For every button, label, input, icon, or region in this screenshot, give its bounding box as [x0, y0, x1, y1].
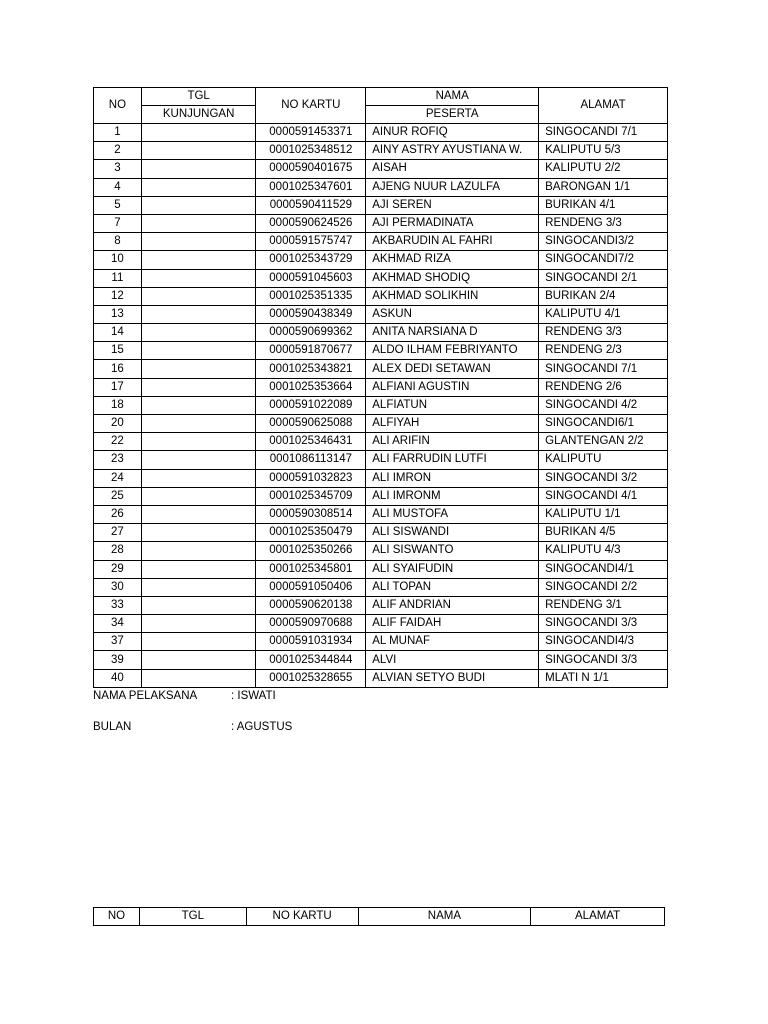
table-row: [94, 178, 668, 196]
row-no: 17: [94, 378, 142, 396]
row-no-kartu: 0001025345709: [256, 487, 366, 505]
row-no: 26: [94, 505, 142, 523]
table-row: [94, 324, 668, 342]
bottom-header-no-kartu: NO KARTU: [246, 908, 358, 926]
row-no-kartu: 0000591022089: [256, 396, 366, 414]
row-no-kartu: 0000591050406: [256, 578, 366, 596]
row-tgl-kunjungan: [141, 178, 256, 196]
row-nama-peserta: ALI SISWANTO: [366, 542, 539, 560]
row-no-kartu: 0001025348512: [256, 142, 366, 160]
row-nama-peserta: ASKUN: [366, 305, 539, 323]
row-tgl-kunjungan: [141, 251, 256, 269]
row-no: 1: [94, 124, 142, 142]
row-nama-peserta: ALI SISWANDI: [366, 524, 539, 542]
row-alamat: SINGOCANDI 3/2: [539, 469, 668, 487]
row-alamat: SINGOCANDI4/1: [539, 560, 668, 578]
row-no-kartu: 0000590308514: [256, 505, 366, 523]
row-alamat: RENDENG 2/3: [539, 342, 668, 360]
table-row: [94, 505, 668, 523]
row-tgl-kunjungan: [141, 305, 256, 323]
table-row: [94, 560, 668, 578]
row-alamat: RENDENG 3/3: [539, 214, 668, 232]
row-tgl-kunjungan: [141, 451, 256, 469]
row-no-kartu: 0000590970688: [256, 615, 366, 633]
row-no: 11: [94, 269, 142, 287]
row-alamat: SINGOCANDI 2/2: [539, 578, 668, 596]
table-row: [94, 378, 668, 396]
table-row: [94, 451, 668, 469]
row-tgl-kunjungan: [141, 505, 256, 523]
row-no: 24: [94, 469, 142, 487]
row-no: 22: [94, 433, 142, 451]
row-no-kartu: 0000590620138: [256, 596, 366, 614]
row-no-kartu: 0001025346431: [256, 433, 366, 451]
row-alamat: SINGOCANDI3/2: [539, 233, 668, 251]
row-nama-peserta: ALI IMRON: [366, 469, 539, 487]
row-alamat: SINGOCANDI 3/3: [539, 615, 668, 633]
table-row: [94, 542, 668, 560]
table-row: [94, 214, 668, 232]
row-nama-peserta: AKHMAD SOLIKHIN: [366, 287, 539, 305]
row-no: 12: [94, 287, 142, 305]
row-tgl-kunjungan: [141, 415, 256, 433]
row-nama-peserta: ALI SYAIFUDIN: [366, 560, 539, 578]
bottom-header-no: NO: [94, 908, 140, 926]
row-no-kartu: 0000590401675: [256, 160, 366, 178]
row-no-kartu: 0001025344844: [256, 651, 366, 669]
row-alamat: KALIPUTU: [539, 451, 668, 469]
row-no-kartu: 0001025350479: [256, 524, 366, 542]
table-row: [94, 487, 668, 505]
row-nama-peserta: ALIF FAIDAH: [366, 615, 539, 633]
row-no-kartu: 0000591870677: [256, 342, 366, 360]
row-alamat: RENDENG 3/3: [539, 324, 668, 342]
row-nama-peserta: ALVI: [366, 651, 539, 669]
row-alamat: SINGOCANDI 3/3: [539, 651, 668, 669]
row-tgl-kunjungan: [141, 524, 256, 542]
header-no: NO: [94, 88, 142, 124]
row-alamat: KALIPUTU 5/3: [539, 142, 668, 160]
row-tgl-kunjungan: [141, 633, 256, 651]
table-row: [94, 396, 668, 414]
table-row: [94, 287, 668, 305]
row-no: 25: [94, 487, 142, 505]
row-no: 29: [94, 560, 142, 578]
row-tgl-kunjungan: [141, 160, 256, 178]
row-nama-peserta: ANITA NARSIANA D: [366, 324, 539, 342]
row-no: 28: [94, 542, 142, 560]
row-alamat: RENDENG 3/1: [539, 596, 668, 614]
row-no: 20: [94, 415, 142, 433]
table-row: [94, 196, 668, 214]
row-alamat: SINGOCANDI 2/1: [539, 269, 668, 287]
row-nama-peserta: AINUR ROFIQ: [366, 124, 539, 142]
row-nama-peserta: ALVIAN SETYO BUDI: [366, 669, 539, 687]
row-no: 4: [94, 178, 142, 196]
row-tgl-kunjungan: [141, 196, 256, 214]
row-no: 23: [94, 451, 142, 469]
row-no: 7: [94, 214, 142, 232]
header-no-kartu: NO KARTU: [256, 88, 366, 124]
row-tgl-kunjungan: [141, 669, 256, 687]
row-no: 34: [94, 615, 142, 633]
pelaksana-value: : ISWATI: [231, 690, 276, 702]
table-row: [94, 596, 668, 614]
row-no-kartu: 0001025328655: [256, 669, 366, 687]
row-no-kartu: 0000590624526: [256, 214, 366, 232]
table-row: [94, 633, 668, 651]
row-no: 14: [94, 324, 142, 342]
row-nama-peserta: ALFIYAH: [366, 415, 539, 433]
row-nama-peserta: ALEX DEDI SETAWAN: [366, 360, 539, 378]
row-tgl-kunjungan: [141, 596, 256, 614]
table-row: [94, 269, 668, 287]
row-tgl-kunjungan: [141, 142, 256, 160]
table-row: [94, 415, 668, 433]
row-nama-peserta: AISAH: [366, 160, 539, 178]
row-alamat: KALIPUTU 1/1: [539, 505, 668, 523]
row-no: 27: [94, 524, 142, 542]
header-tgl: TGL: [141, 88, 256, 106]
row-nama-peserta: ALI IMRONM: [366, 487, 539, 505]
bottom-header-alamat: ALAMAT: [531, 908, 665, 926]
row-no-kartu: 0000591453371: [256, 124, 366, 142]
row-alamat: KALIPUTU 4/1: [539, 305, 668, 323]
row-alamat: KALIPUTU 2/2: [539, 160, 668, 178]
header-kunjungan: KUNJUNGAN: [141, 106, 256, 124]
row-tgl-kunjungan: [141, 233, 256, 251]
row-alamat: BURIKAN 4/1: [539, 196, 668, 214]
row-tgl-kunjungan: [141, 360, 256, 378]
row-no-kartu: 0001025343729: [256, 251, 366, 269]
row-no: 5: [94, 196, 142, 214]
row-alamat: MLATI N 1/1: [539, 669, 668, 687]
table-row: [94, 360, 668, 378]
row-nama-peserta: ALDO ILHAM FEBRIYANTO: [366, 342, 539, 360]
row-tgl-kunjungan: [141, 578, 256, 596]
row-nama-peserta: ALFIATUN: [366, 396, 539, 414]
header-peserta: PESERTA: [366, 106, 539, 124]
row-alamat: GLANTENGAN 2/2: [539, 433, 668, 451]
row-no-kartu: 0001025343821: [256, 360, 366, 378]
bottom-header-nama: NAMA: [358, 908, 531, 926]
row-nama-peserta: AINY ASTRY AYUSTIANA W.: [366, 142, 539, 160]
row-nama-peserta: ALFIANI AGUSTIN: [366, 378, 539, 396]
row-no-kartu: 0001086113147: [256, 451, 366, 469]
row-no: 2: [94, 142, 142, 160]
row-no: 39: [94, 651, 142, 669]
row-no: 13: [94, 305, 142, 323]
row-alamat: BURIKAN 2/4: [539, 287, 668, 305]
row-alamat: SINGOCANDI6/1: [539, 415, 668, 433]
row-no: 33: [94, 596, 142, 614]
pelaksana-label: NAMA PELAKSANA: [93, 690, 198, 702]
row-tgl-kunjungan: [141, 651, 256, 669]
row-no-kartu: 0000590438349: [256, 305, 366, 323]
row-tgl-kunjungan: [141, 124, 256, 142]
row-tgl-kunjungan: [141, 469, 256, 487]
row-no-kartu: 0000591575747: [256, 233, 366, 251]
table-row: [94, 142, 668, 160]
row-nama-peserta: ALI ARIFIN: [366, 433, 539, 451]
row-tgl-kunjungan: [141, 433, 256, 451]
row-alamat: SINGOCANDI 4/1: [539, 487, 668, 505]
table-row: [94, 651, 668, 669]
table-row: [94, 305, 668, 323]
row-nama-peserta: AKHMAD RIZA: [366, 251, 539, 269]
table-row: [94, 160, 668, 178]
bottom-header-tgl: TGL: [139, 908, 246, 926]
row-no-kartu: 0001025347601: [256, 178, 366, 196]
row-tgl-kunjungan: [141, 214, 256, 232]
row-nama-peserta: AKHMAD SHODIQ: [366, 269, 539, 287]
row-tgl-kunjungan: [141, 287, 256, 305]
row-no-kartu: 0001025351335: [256, 287, 366, 305]
row-no: 15: [94, 342, 142, 360]
bulan-value: : AGUSTUS: [231, 721, 293, 733]
row-no: 37: [94, 633, 142, 651]
row-no: 8: [94, 233, 142, 251]
row-nama-peserta: AJI PERMADINATA: [366, 214, 539, 232]
row-no-kartu: 0000591032823: [256, 469, 366, 487]
row-no: 16: [94, 360, 142, 378]
row-tgl-kunjungan: [141, 269, 256, 287]
bulan-label: BULAN: [93, 721, 132, 733]
row-no: 18: [94, 396, 142, 414]
row-nama-peserta: AL MUNAF: [366, 633, 539, 651]
table-row: [94, 124, 668, 142]
table-body: [94, 124, 668, 688]
row-alamat: SINGOCANDI4/3: [539, 633, 668, 651]
row-tgl-kunjungan: [141, 615, 256, 633]
row-tgl-kunjungan: [141, 560, 256, 578]
row-alamat: SINGOCANDI 7/1: [539, 124, 668, 142]
row-no-kartu: 0000591045603: [256, 269, 366, 287]
row-tgl-kunjungan: [141, 342, 256, 360]
table-row: [94, 524, 668, 542]
row-alamat: BURIKAN 4/5: [539, 524, 668, 542]
row-no-kartu: 0000590411529: [256, 196, 366, 214]
row-nama-peserta: AKBARUDIN AL FAHRI: [366, 233, 539, 251]
row-alamat: RENDENG 2/6: [539, 378, 668, 396]
row-alamat: BARONGAN 1/1: [539, 178, 668, 196]
row-alamat: KALIPUTU 4/3: [539, 542, 668, 560]
row-no-kartu: 0000590699362: [256, 324, 366, 342]
table-row: [94, 233, 668, 251]
row-nama-peserta: AJI SEREN: [366, 196, 539, 214]
header-nama: NAMA: [366, 88, 539, 106]
row-nama-peserta: ALI MUSTOFA: [366, 505, 539, 523]
visit-table: [93, 87, 668, 688]
table-row: [94, 615, 668, 633]
row-nama-peserta: ALI TOPAN: [366, 578, 539, 596]
row-alamat: SINGOCANDI 7/1: [539, 360, 668, 378]
row-no-kartu: 0001025353664: [256, 378, 366, 396]
row-tgl-kunjungan: [141, 487, 256, 505]
row-alamat: SINGOCANDI 4/2: [539, 396, 668, 414]
row-tgl-kunjungan: [141, 542, 256, 560]
row-nama-peserta: ALI FARRUDIN LUTFI: [366, 451, 539, 469]
row-tgl-kunjungan: [141, 324, 256, 342]
row-tgl-kunjungan: [141, 396, 256, 414]
second-table-header: [93, 907, 665, 926]
table-row: [94, 578, 668, 596]
table-row: [94, 669, 668, 687]
row-nama-peserta: AJENG NUUR LAZULFA: [366, 178, 539, 196]
table-row: [94, 342, 668, 360]
row-nama-peserta: ALIF ANDRIAN: [366, 596, 539, 614]
row-no-kartu: 0000590625088: [256, 415, 366, 433]
row-no-kartu: 0001025350266: [256, 542, 366, 560]
pelaksana-line: [93, 690, 276, 702]
row-alamat: SINGOCANDI7/2: [539, 251, 668, 269]
row-no: 10: [94, 251, 142, 269]
table-row: [94, 251, 668, 269]
row-no: 40: [94, 669, 142, 687]
table-row: [94, 469, 668, 487]
bulan-line: [93, 721, 292, 733]
row-no: 30: [94, 578, 142, 596]
row-no-kartu: 0000591031934: [256, 633, 366, 651]
row-no-kartu: 0001025345801: [256, 560, 366, 578]
row-no: 3: [94, 160, 142, 178]
row-tgl-kunjungan: [141, 378, 256, 396]
table-row: [94, 433, 668, 451]
header-alamat: ALAMAT: [539, 88, 668, 124]
